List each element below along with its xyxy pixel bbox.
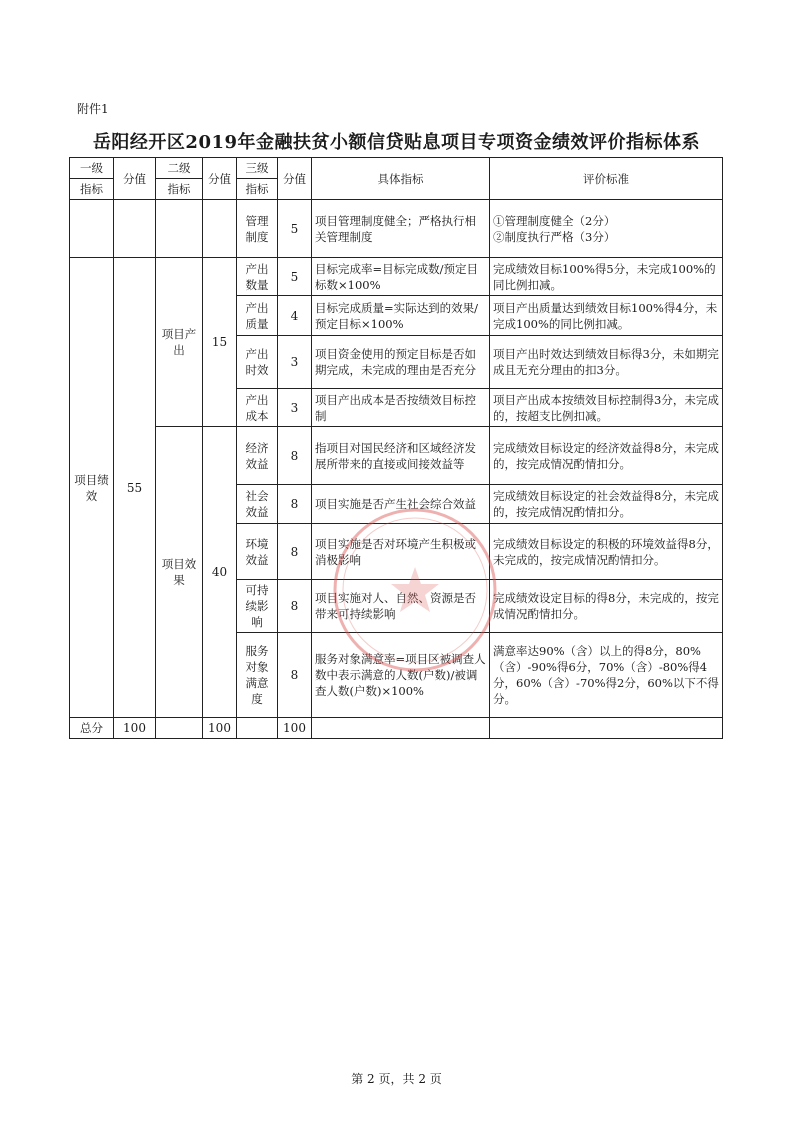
- total-row: [70, 718, 723, 739]
- level2-score: 40: [203, 427, 237, 718]
- level3-score: 8: [278, 427, 312, 485]
- criteria-text: 完成绩效目标100%得5分，未完成100%的同比例扣减。: [490, 258, 723, 296]
- header-score1: 分值: [114, 158, 156, 200]
- level2-name: 项目效果: [156, 427, 203, 718]
- table-row: [70, 427, 723, 485]
- indicator-table: [69, 157, 723, 739]
- empty-cell: [156, 200, 203, 258]
- empty-cell: [237, 718, 278, 739]
- indicator-text: 目标完成率=目标完成数/预定目标数×100%: [312, 258, 490, 296]
- level3-name: 产出时效: [237, 336, 278, 389]
- header-row-top: [70, 158, 723, 179]
- header-level1-bottom: 指标: [70, 179, 114, 200]
- level3-score: 8: [278, 524, 312, 580]
- level2-name: 项目产出: [156, 258, 203, 427]
- criteria-text: 完成绩效设定目标的得8分，未完成的，按完成情况酌情扣分。: [490, 580, 723, 633]
- criteria-line: ②制度执行严格（3分）: [493, 229, 616, 244]
- indicator-text: 指项目对国民经济和区域经济发展所带来的直接或间接效益等: [312, 427, 490, 485]
- criteria-text: 项目产出时效达到绩效目标得3分，未如期完成且无充分理由的扣3分。: [490, 336, 723, 389]
- header-indicator: 具体指标: [312, 158, 490, 200]
- header-level2-top: 二级: [156, 158, 203, 179]
- level3-score: 5: [278, 258, 312, 296]
- level3-score: 8: [278, 485, 312, 524]
- level3-score: 8: [278, 633, 312, 718]
- indicator-text: 项目管理制度健全；严格执行相关管理制度: [312, 200, 490, 258]
- header-level1-top: 一级: [70, 158, 114, 179]
- header-level3-top: 三级: [237, 158, 278, 179]
- indicator-text: 目标完成质量=实际达到的效果/预定目标×100%: [312, 296, 490, 336]
- indicator-text: 服务对象满意率=项目区被调查人数中表示满意的人数(户数)/被调查人数(户数)×100%: [312, 633, 490, 718]
- attachment-label: 附件1: [77, 102, 109, 116]
- criteria-text: [490, 200, 723, 258]
- criteria-line: ①管理制度健全（2分）: [493, 213, 616, 228]
- level1-score: 55: [114, 258, 156, 718]
- indicator-text: 项目实施对人、自然、资源是否带来可持续影响: [312, 580, 490, 633]
- level1-name: 项目绩效: [70, 258, 114, 718]
- empty-cell: [156, 718, 203, 739]
- total-label: 总分: [70, 718, 114, 739]
- indicator-text: 项目资金使用的预定目标是否如期完成，未完成的理由是否充分: [312, 336, 490, 389]
- header-criteria: 评价标准: [490, 158, 723, 200]
- level3-score: 3: [278, 336, 312, 389]
- empty-cell: [203, 200, 237, 258]
- empty-cell: [312, 718, 490, 739]
- level3-name: 环境效益: [237, 524, 278, 580]
- level3-score: 3: [278, 389, 312, 427]
- table-row: [70, 258, 723, 296]
- level3-score: 8: [278, 580, 312, 633]
- level3-name: 社会效益: [237, 485, 278, 524]
- header-level2-bottom: 指标: [156, 179, 203, 200]
- indicator-text: 项目产出成本是否按绩效目标控制: [312, 389, 490, 427]
- header-level3-bottom: 指标: [237, 179, 278, 200]
- level3-name: 管理制度: [237, 200, 278, 258]
- empty-cell: [490, 718, 723, 739]
- criteria-text: 完成绩效目标设定的社会效益得8分，未完成的，按完成情况酌情扣分。: [490, 485, 723, 524]
- empty-cell: [114, 200, 156, 258]
- management-row: [70, 200, 723, 258]
- criteria-text: 完成绩效目标设定的积极的环境效益得8分，未完成的，按完成情况酌情扣分。: [490, 524, 723, 580]
- criteria-text: 项目产出质量达到绩效目标100%得4分，未完成100%的同比例扣减。: [490, 296, 723, 336]
- page-footer: 第 2 页，共 2 页: [351, 1072, 442, 1086]
- level3-name: 可持续影响: [237, 580, 278, 633]
- empty-cell: [70, 200, 114, 258]
- level3-name: 产出质量: [237, 296, 278, 336]
- indicator-text: 项目实施是否对环境产生积极或消极影响: [312, 524, 490, 580]
- criteria-text: 完成绩效目标设定的经济效益得8分，未完成的，按完成情况酌情扣分。: [490, 427, 723, 485]
- total-score2: 100: [203, 718, 237, 739]
- level3-name: 经济效益: [237, 427, 278, 485]
- header-score2: 分值: [203, 158, 237, 200]
- criteria-text: 满意率达90%（含）以上的得8分，80%（含）-90%得6分，70%（含）-80%得4分，60%（含）-70%得2分，60%以下不得分。: [490, 633, 723, 718]
- criteria-text: 项目产出成本按绩效目标控制得3分，未完成的，按超支比例扣减。: [490, 389, 723, 427]
- level3-name: 产出数量: [237, 258, 278, 296]
- level2-score: 15: [203, 258, 237, 427]
- total-score3: 100: [278, 718, 312, 739]
- page-title: 岳阳经开区2019年金融扶贫小额信贷贴息项目专项资金绩效评价指标体系: [92, 132, 701, 153]
- level3-name: 产出成本: [237, 389, 278, 427]
- level3-score: 5: [278, 200, 312, 258]
- level3-score: 4: [278, 296, 312, 336]
- level3-name: 服务对象满意度: [237, 633, 278, 718]
- total-score1: 100: [114, 718, 156, 739]
- header-score3: 分值: [278, 158, 312, 200]
- indicator-text: 项目实施是否产生社会综合效益: [312, 485, 490, 524]
